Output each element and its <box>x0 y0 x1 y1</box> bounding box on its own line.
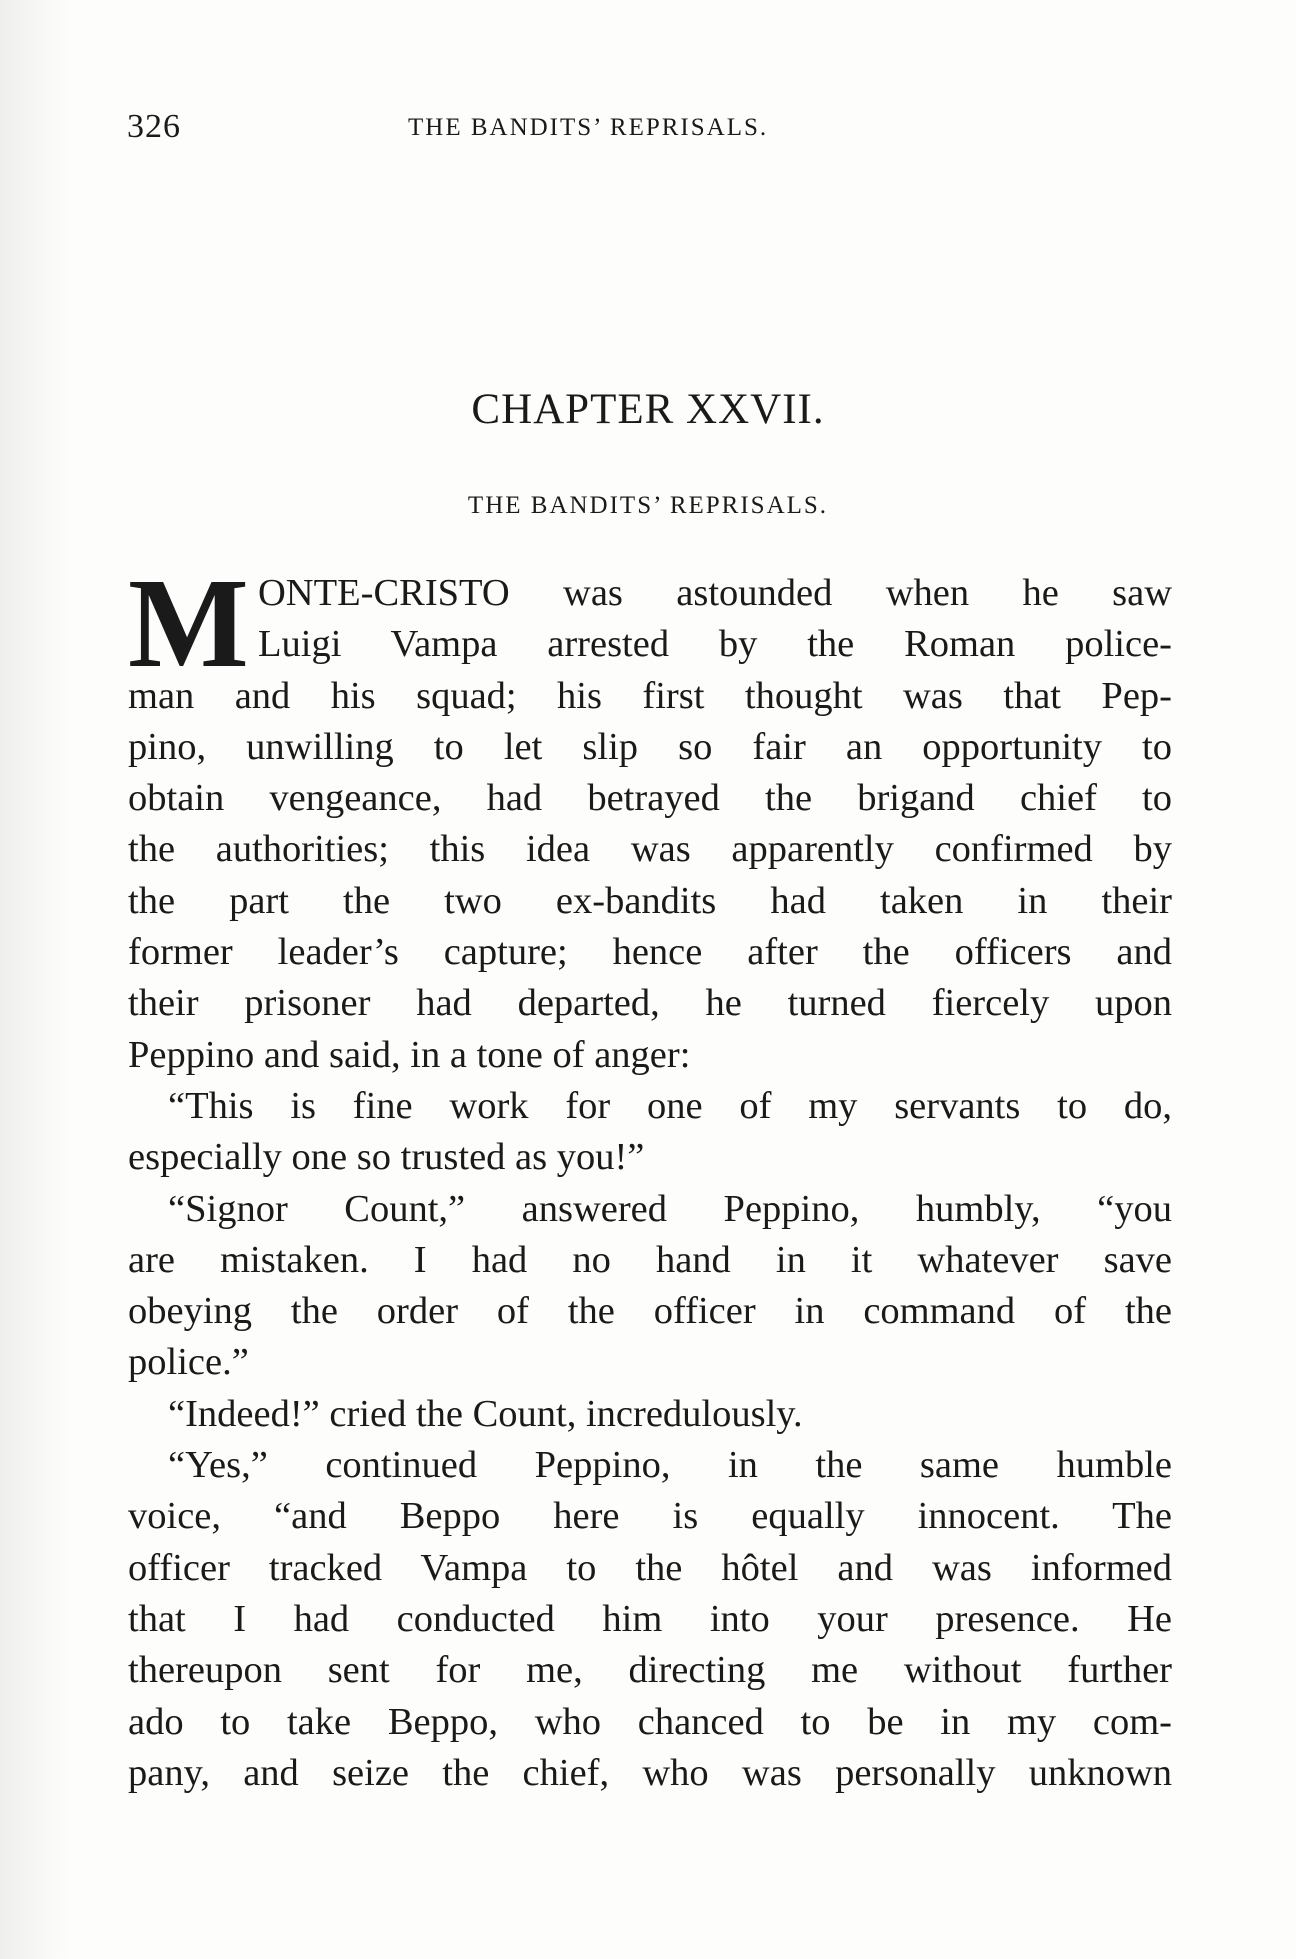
text-line: Luigi Vampa arrested by the Roman police- <box>258 623 1172 666</box>
chapter-subtitle: THE BANDITS’ REPRISALS. <box>467 492 829 519</box>
running-header <box>127 108 1170 158</box>
text-line: former leader’s capture; hence after the officers and <box>128 931 1172 974</box>
text-line: ado to take Beppo, who chanced to be in my com- <box>128 1700 1172 1743</box>
text-line: pino, unwilling to let slip so fair an opportunity to <box>128 725 1172 768</box>
text-line: the authorities; this idea was apparently confirmed by <box>128 828 1172 871</box>
text-line: especially one so trusted as you!” <box>128 1136 645 1179</box>
running-title: THE BANDITS’ REPRISALS. <box>408 114 769 141</box>
text-line: Peppino and said, in a tone of anger: <box>128 1033 691 1076</box>
body-text <box>128 552 1172 1799</box>
text-line: ONTE-CRISTO was astounded when he saw <box>258 572 1172 614</box>
text-line: that I had conducted him into your presence. He <box>128 1597 1172 1640</box>
text-line: “Indeed!” cried the Count, incredulously. <box>168 1392 803 1435</box>
text-line: officer tracked Vampa to the hôtel and was informed <box>128 1546 1172 1589</box>
drop-cap: M <box>128 552 249 694</box>
text-line: voice, “and Beppo here is equally innocent. The <box>128 1495 1172 1538</box>
text-line: “Yes,” continued Peppino, in the same humble <box>168 1444 1172 1487</box>
text-line: their prisoner had departed, he turned fiercely upon <box>128 982 1172 1025</box>
page-number: 326 <box>127 108 181 145</box>
chapter-heading: CHAPTER XXVII. <box>471 386 825 433</box>
text-line: obtain vengeance, had betrayed the brigand chief to <box>128 777 1172 820</box>
text-line: pany, and seize the chief, who was personally unknown <box>128 1751 1172 1794</box>
text-line: police.” <box>128 1341 249 1384</box>
text-line: obeying the order of the officer in command of the <box>128 1290 1172 1333</box>
text-line: are mistaken. I had no hand in it whatever save <box>128 1238 1172 1281</box>
text-line: “This is fine work for one of my servants to do, <box>168 1084 1172 1127</box>
text-line: the part the two ex-bandits had taken in their <box>128 879 1172 922</box>
text-line: man and his squad; his first thought was that Pep- <box>128 674 1172 717</box>
text-line: “Signor Count,” answered Peppino, humbly, “you <box>168 1187 1172 1230</box>
text-line: thereupon sent for me, directing me without further <box>128 1649 1172 1692</box>
